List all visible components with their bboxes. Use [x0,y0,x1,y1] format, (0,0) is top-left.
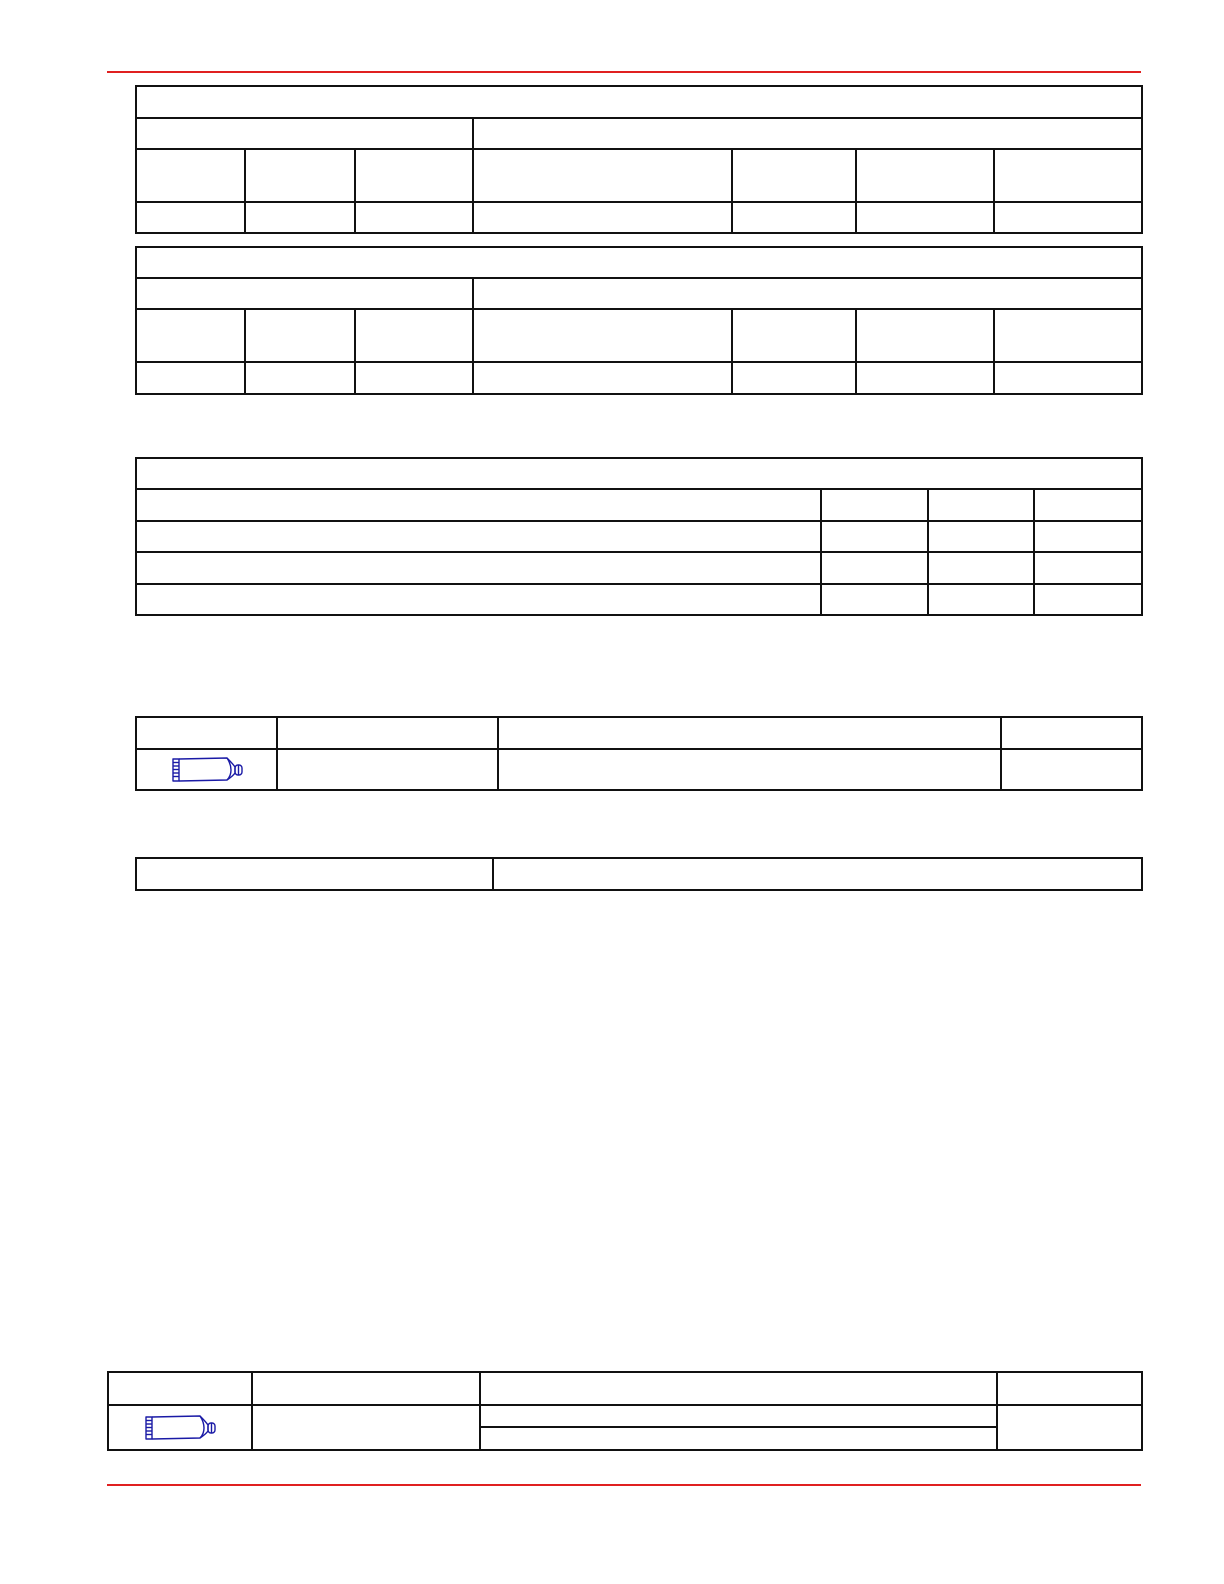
data-cell [245,362,355,394]
group-header-cell [473,118,1142,149]
data-cell [136,858,493,890]
group-header-cell [136,278,473,309]
column-header-cell [498,717,1001,749]
data-cell [821,584,928,615]
data-cell [473,362,732,394]
spec-table-3 [135,457,1143,616]
data-cell [1001,749,1142,790]
data-cell [994,202,1142,233]
footer-rule [107,1484,1141,1486]
data-cell [732,362,856,394]
data-cell [498,749,1001,790]
data-cell [821,521,928,552]
table-row [136,584,1142,615]
column-header-cell [252,1372,480,1405]
column-header-cell [245,309,355,362]
column-header-cell [997,1372,1142,1405]
column-header-cell [136,717,277,749]
data-cell [1034,521,1142,552]
data-cell [136,584,821,615]
icon-cell [136,749,277,790]
sealant-tube-icon [142,1414,218,1442]
column-header-cell [994,309,1142,362]
data-cell [245,202,355,233]
column-header-cell [994,149,1142,202]
column-header-cell [1001,717,1142,749]
spec-table-1 [135,85,1143,234]
data-cell [136,202,245,233]
column-header-cell [732,309,856,362]
data-cell [136,521,821,552]
data-cell [493,858,1142,890]
column-header-cell [277,717,498,749]
data-cell [928,584,1034,615]
data-cell [994,362,1142,394]
group-header-cell [136,118,473,149]
data-cell [821,552,928,584]
column-header-cell [136,489,821,521]
header-rule [107,71,1141,73]
data-cell [732,202,856,233]
table-row [136,552,1142,584]
table-title-cell [136,247,1142,278]
column-header-cell [732,149,856,202]
data-cell [277,749,498,790]
data-cell [136,552,821,584]
column-header-cell [473,149,732,202]
column-header-cell [108,1372,252,1405]
column-header-cell [1034,489,1142,521]
data-cell [480,1405,997,1427]
data-cell [136,362,245,394]
data-cell [252,1405,480,1450]
column-header-cell [136,149,245,202]
column-header-cell [856,309,994,362]
icon-cell [108,1405,252,1450]
column-header-cell [473,309,732,362]
spec-table-2 [135,246,1143,395]
reference-table [135,857,1143,891]
sealant-tube-icon [169,756,245,784]
data-cell [997,1405,1142,1450]
data-cell [856,202,994,233]
data-cell [1034,584,1142,615]
data-cell [355,202,473,233]
column-header-cell [355,149,473,202]
column-header-cell [136,309,245,362]
data-cell [480,1427,997,1450]
data-cell [1034,552,1142,584]
table-title-cell [136,458,1142,489]
lubricant-table-2 [107,1371,1143,1451]
data-cell [856,362,994,394]
lubricant-table-1 [135,716,1143,791]
column-header-cell [245,149,355,202]
column-header-cell [928,489,1034,521]
data-cell [928,552,1034,584]
column-header-cell [480,1372,997,1405]
column-header-cell [355,309,473,362]
column-header-cell [821,489,928,521]
group-header-cell [473,278,1142,309]
table-row [136,521,1142,552]
data-cell [928,521,1034,552]
table-title-cell [136,86,1142,118]
data-cell [355,362,473,394]
column-header-cell [856,149,994,202]
data-cell [473,202,732,233]
